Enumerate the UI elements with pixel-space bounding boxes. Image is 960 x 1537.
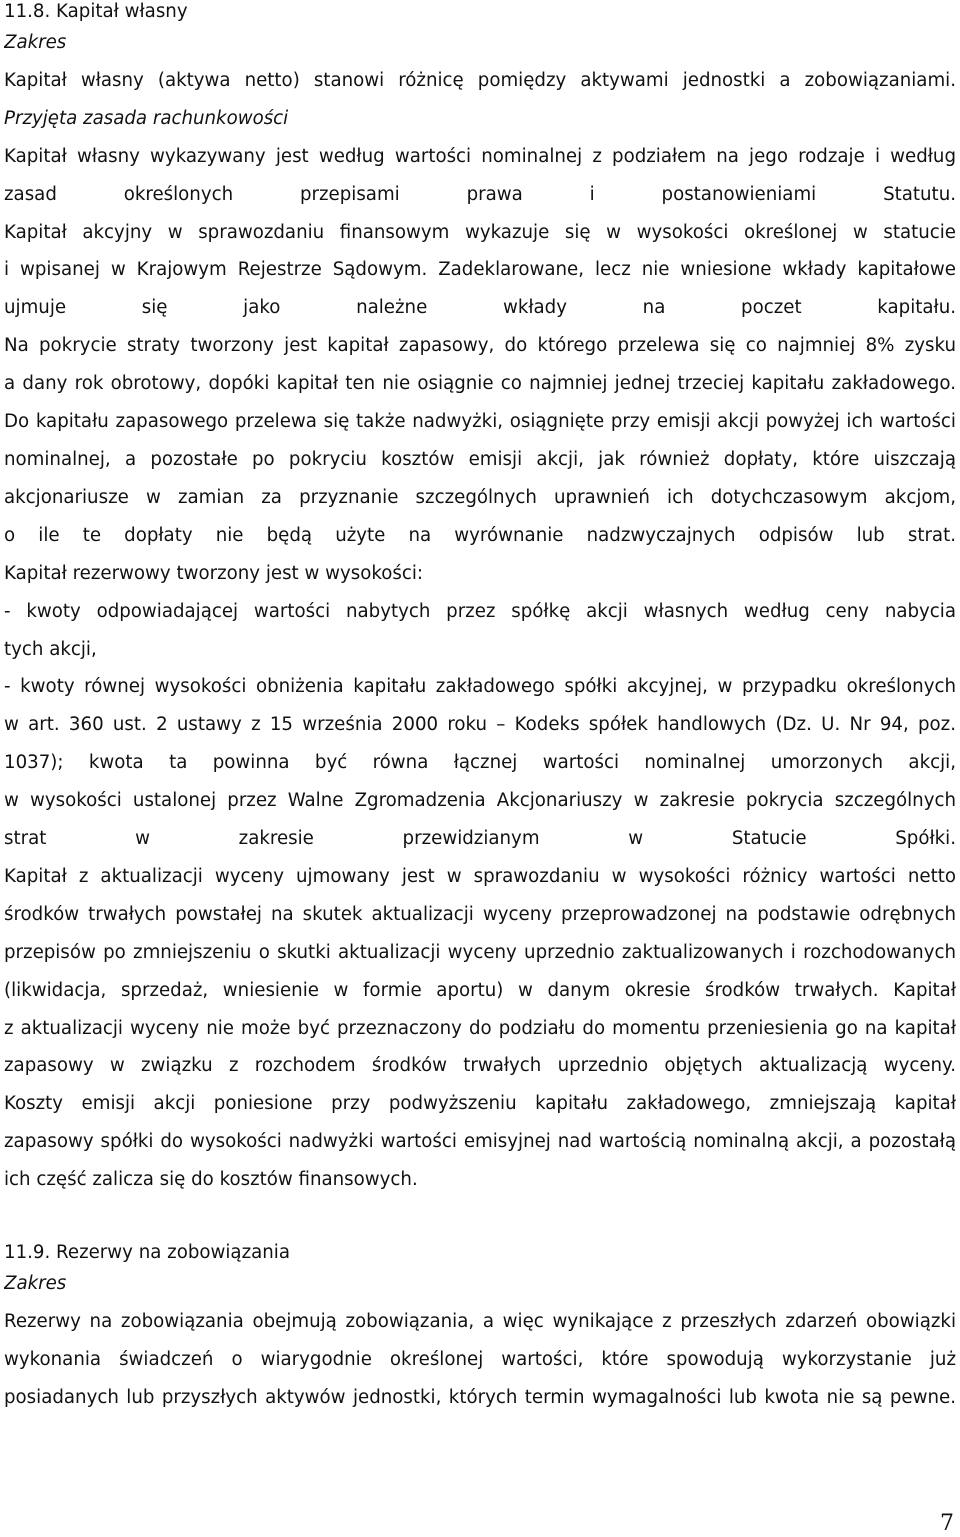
body-line: i wpisanej w Krajowym Rejestrze Sądowym. Zadeklarowane, lecz nie wniesione wkłady kapitałowe [4,259,956,281]
body-line: Kapitał rezerwowy tworzony jest w wysokości: [4,562,424,584]
body-line: w art. 360 ust. 2 ustawy z 15 września 2000 roku – Kodeks spółek handlowych (Dz. U. Nr 94, poz. [4,714,956,736]
scope-text: Kapitał własny (aktywa netto) stanowi różnicę pomiędzy aktywami jednostki a zobowiązaniami. [4,69,956,91]
body-line: zapasowy spółki do wysokości nadwyżki wartości emisyjnej nad wartością nominalną akcji, a pozostałą [4,1131,956,1153]
body-line: środków trwałych powstałej na skutek aktualizacji wyceny przeprowadzonej na podstawie odrębnych [4,903,956,925]
body-line: posiadanych lub przyszłych aktywów jednostki, których termin wymagalności lub kwota nie są pewne. [4,1386,956,1408]
body-line: zasad określonych przepisami prawa i postanowieniami Statutu. [4,183,956,205]
body-line: przepisów po zmniejszeniu o skutki aktualizacji wyceny uprzednio zaktualizowanych i rozchodowanych [4,941,956,963]
body-line: wykonania świadczeń o wiarygodnie określonej wartości, które spowodują wykorzystanie już [4,1348,956,1370]
subheading-policy: Przyjęta zasada rachunkowości [4,107,289,129]
body-line: Rezerwy na zobowiązania obejmują zobowiązania, a więc wynikające z przeszłych zdarzeń obowiązki [4,1311,956,1332]
section-title-rezerwy: 11.9. Rezerwy na zobowiązania [4,1242,290,1264]
body-line: akcjonariusze w zamian za przyznanie szczególnych uprawnień ich dotychczasowym akcjom, [4,486,956,508]
body-line: w wysokości ustalonej przez Walne Zgromadzenia Akcjonariuszy w zakresie pokrycia szczególnych [4,790,956,812]
body-line: Na pokrycie straty tworzony jest kapitał zapasowy, do którego przelewa się co najmniej 8% zysku [4,335,956,357]
body-line: ujmuje się jako należne wkłady na poczet kapitału. [4,297,956,319]
subheading-zakres-2: Zakres [4,1273,67,1295]
body-line: Do kapitału zapasowego przelewa się także nadwyżki, osiągnięte przy emisji akcji powyżej ich wartości [4,411,956,433]
body-line: - kwoty równej wysokości obniżenia kapitału zakładowego spółki akcyjnej, w przypadku określonych [4,676,956,698]
body-line: ich część zalicza się do kosztów finansowych. [4,1169,418,1191]
body-line: Kapitał własny wykazywany jest według wartości nominalnej z podziałem na jego rodzaje i według [4,145,956,167]
body-line: o ile te dopłaty nie będą użyte na wyrównanie nadzwyczajnych odpisów lub strat. [4,524,956,546]
section-title-kapital-wlasny: 11.8. Kapitał własny [4,1,188,22]
body-line: nominalnej, a pozostałe po pokryciu kosztów emisji akcji, jak również dopłaty, które uiszczają [4,448,956,470]
page-number: 7 [940,1511,954,1536]
body-line: zapasowy w związku z rozchodem środków trwałych uprzednio objętych aktualizacją wyceny. [4,1055,956,1077]
document-page [4,0,956,1417]
body-line: Kapitał akcyjny w sprawozdaniu finansowym wykazuje się w wysokości określonej w statucie [4,221,956,243]
body-line: z aktualizacji wyceny nie może być przeznaczony do podziału do momentu przeniesienia go na kapitał [4,1017,956,1039]
body-line: Kapitał z aktualizacji wyceny ujmowany jest w sprawozdaniu w wysokości różnicy wartości netto [4,865,956,887]
subheading-zakres: Zakres [4,32,67,53]
section-gap [4,1199,956,1241]
body-line: (likwidacja, sprzedaż, wniesienie w formie aportu) w danym okresie środków trwałych. Kapitał [4,979,956,1001]
body-line: Koszty emisji akcji poniesione przy podwyższeniu kapitału zakładowego, zmniejszają kapitał [4,1093,956,1115]
body-line: a dany rok obrotowy, dopóki kapitał ten nie osiągnie co najmniej jednej trzeciej kapitału zakładowego. [4,373,956,395]
body-line: 1037); kwota ta powinna być równa łącznej wartości nominalnej umorzonych akcji, [4,752,956,774]
body-line: strat w zakresie przewidzianym w Statucie Spółki. [4,828,956,850]
body-line: - kwoty odpowiadającej wartości nabytych przez spółkę akcji własnych według ceny nabycia [4,600,956,622]
body-line: tych akcji, [4,638,97,660]
